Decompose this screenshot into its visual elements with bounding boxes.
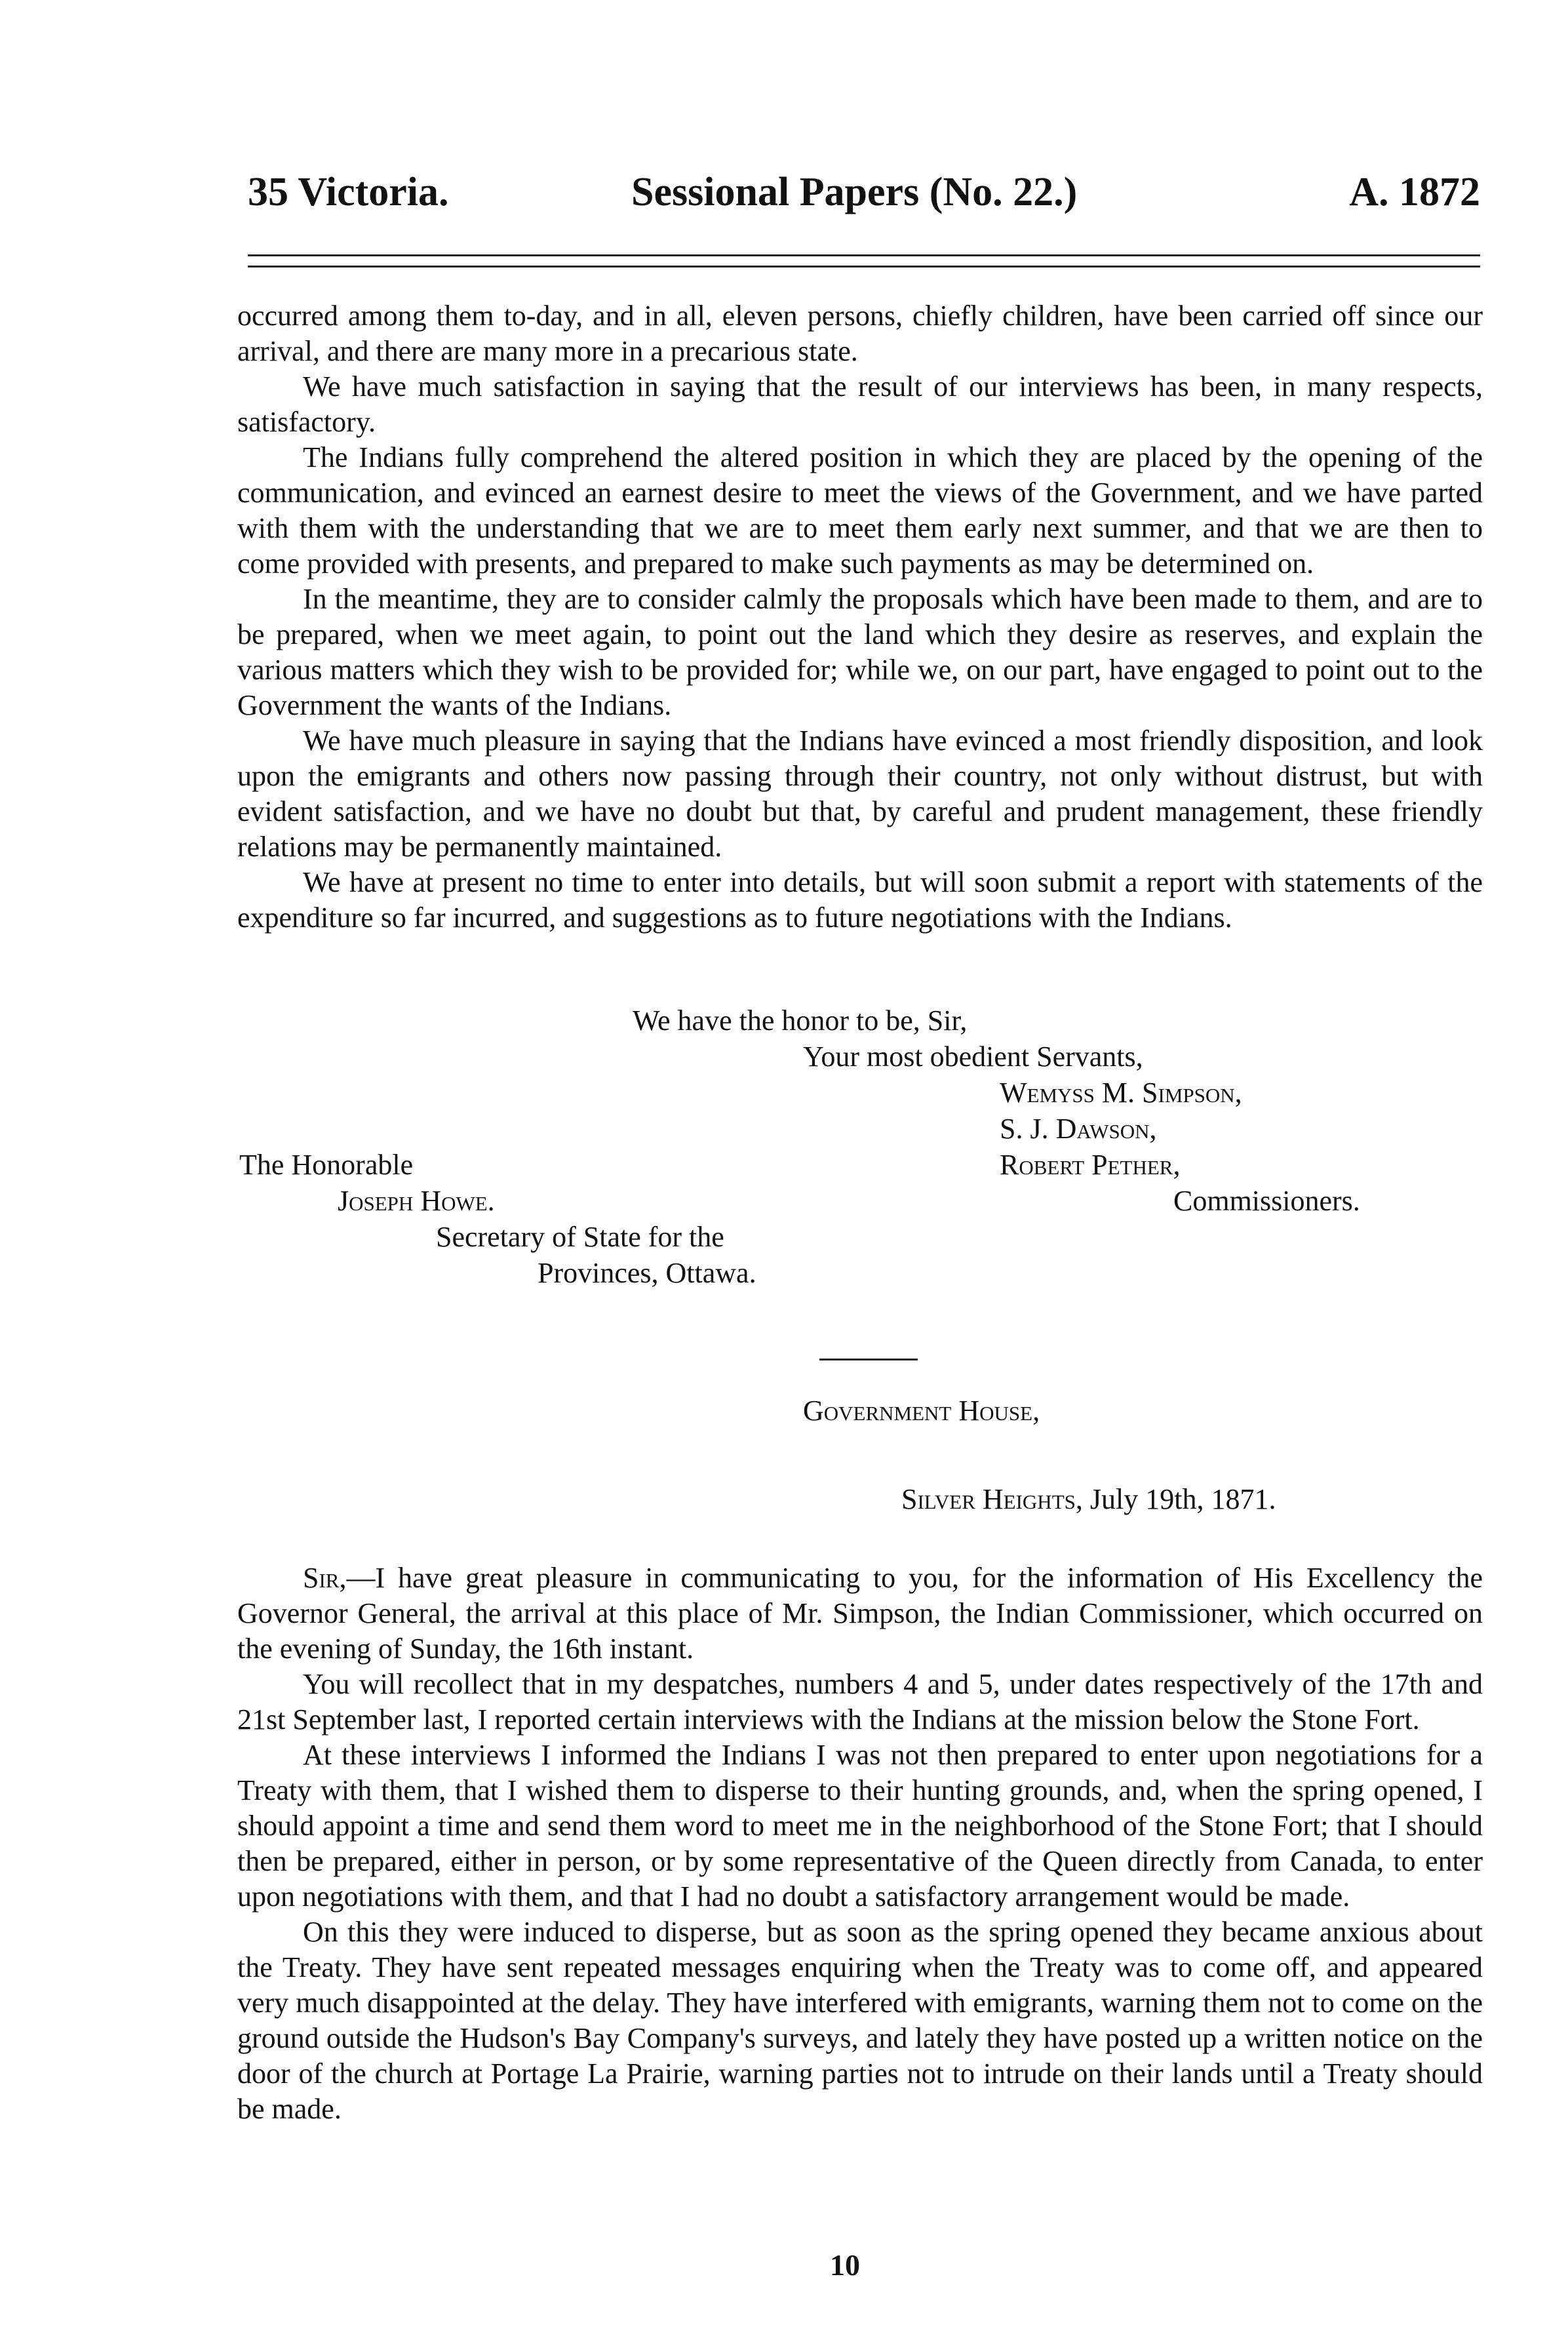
running-header xyxy=(248,169,1480,228)
signature-dawson: S. J. Dawson, xyxy=(1000,1113,1157,1145)
addressee-title: The Honorable xyxy=(239,1149,414,1181)
letter1-paragraph: We have much pleasure in saying that the Indians have evinced a most friendly disposition, and look upon the emigrants and others now passing through their country, not only without distrust, but with evident satisfaction, and we have no doubt but that, by careful and prudent management, these friendly relations may be permanently maintained. xyxy=(237,724,1483,863)
letter2-place-heights: Silver Heights, xyxy=(901,1483,1083,1515)
letter2-opening-text: —I have great pleasure in communicating to you, for the information of His Excellency the Governor General, the arrival at this place of Mr. Simpson, the Indian Commissioner, which occurred on the evening of Sunday, the 16th instant. xyxy=(237,1562,1483,1665)
header-title: Sessional Papers (No. 22.) xyxy=(631,170,1078,214)
addressee-name: Joseph Howe. xyxy=(338,1185,495,1217)
signature-pether: Robert Pether, xyxy=(1000,1149,1181,1181)
header-year: A. 1872 xyxy=(1349,170,1480,214)
letter2-salutation: Sir, xyxy=(303,1562,347,1594)
letter1-paragraph: We have at present no time to enter into details, but will soon submit a report with statements of the expenditure so far incurred, and suggestions as to future negotiations with the Indians. xyxy=(237,866,1483,934)
letter2-paragraph xyxy=(237,1560,1483,1667)
page-number: 10 xyxy=(830,2248,860,2282)
letter2-body xyxy=(237,1560,1483,2127)
section-divider xyxy=(819,1359,918,1360)
letter2-place-house: Government House, xyxy=(803,1395,1040,1427)
header-session: 35 Victoria. xyxy=(248,170,449,214)
letter2-date: July 19th, 1871. xyxy=(1089,1483,1276,1515)
closing-servants: Your most obedient Servants, xyxy=(803,1041,1143,1073)
letter1-body xyxy=(237,298,1483,936)
signatories-role: Commissioners. xyxy=(1173,1185,1360,1217)
signature-simpson: Wemyss M. Simpson, xyxy=(1000,1077,1242,1109)
letter1-paragraph: We have much satisfaction in saying that the result of our interviews has been, in many respects, satisfactory. xyxy=(237,370,1483,438)
addressee-office: Secretary of State for the xyxy=(436,1221,724,1253)
letter1-paragraph: The Indians fully comprehend the altered position in which they are placed by the opening of the communication, and evinced an earnest desire to meet the views of the Government, and we have parted with them with the understanding that we are to meet them early next summer, and that we are then to come provided with presents, and prepared to make such payments as may be determined on. xyxy=(237,441,1483,580)
letter2-paragraph: At these interviews I informed the Indians I was not then prepared to enter upon negotiations for a Treaty with them, that I wished them to disperse to their hunting grounds, and, when the spring opened, I should appoint a time and send them word to meet me in the neighborhood of the Stone Fort; that I should then be prepared, either in person, or by some representative of the Queen directly from Canada, to enter upon negotiations with them, and that I had no doubt a satisfactory arrangement would be made. xyxy=(237,1739,1483,1913)
closing-honor: We have the honor to be, Sir, xyxy=(633,1004,968,1037)
letter2-place-date xyxy=(901,1482,1276,1517)
letter1-paragraph: In the meantime, they are to consider calmly the proposals which have been made to them, and are to be prepared, when we meet again, to point out the land which they desire as reserves, and explain the various matters which they wish to be provided for; while we, on our part, have engaged to point out to the Government the wants of the Indians. xyxy=(237,583,1483,721)
addressee-location: Provinces, Ottawa. xyxy=(538,1257,756,1289)
letter1-paragraph: occurred among them to-day, and in all, eleven persons, chiefly children, have been carried off since our arrival, and there are many more in a precarious state. xyxy=(237,300,1483,367)
header-double-rule xyxy=(248,254,1480,268)
letter2-paragraph: You will recollect that in my despatches, numbers 4 and 5, under dates respectively of the 17th and 21st September last, I reported certain interviews with the Indians at the mission below the Stone Fort. xyxy=(237,1668,1483,1736)
letter2-paragraph: On this they were induced to disperse, but as soon as the spring opened they became anxious about the Treaty. They have sent repeated messages enquiring when the Treaty was to come off, and appeared very much disappointed at the delay. They have interfered with emigrants, warning them not to come on the ground outside the Hudson's Bay Company's surveys, and lately they have posted up a written notice on the door of the church at Portage La Prairie, warning parties not to intrude on their lands until a Treaty should be made. xyxy=(237,1916,1483,2125)
